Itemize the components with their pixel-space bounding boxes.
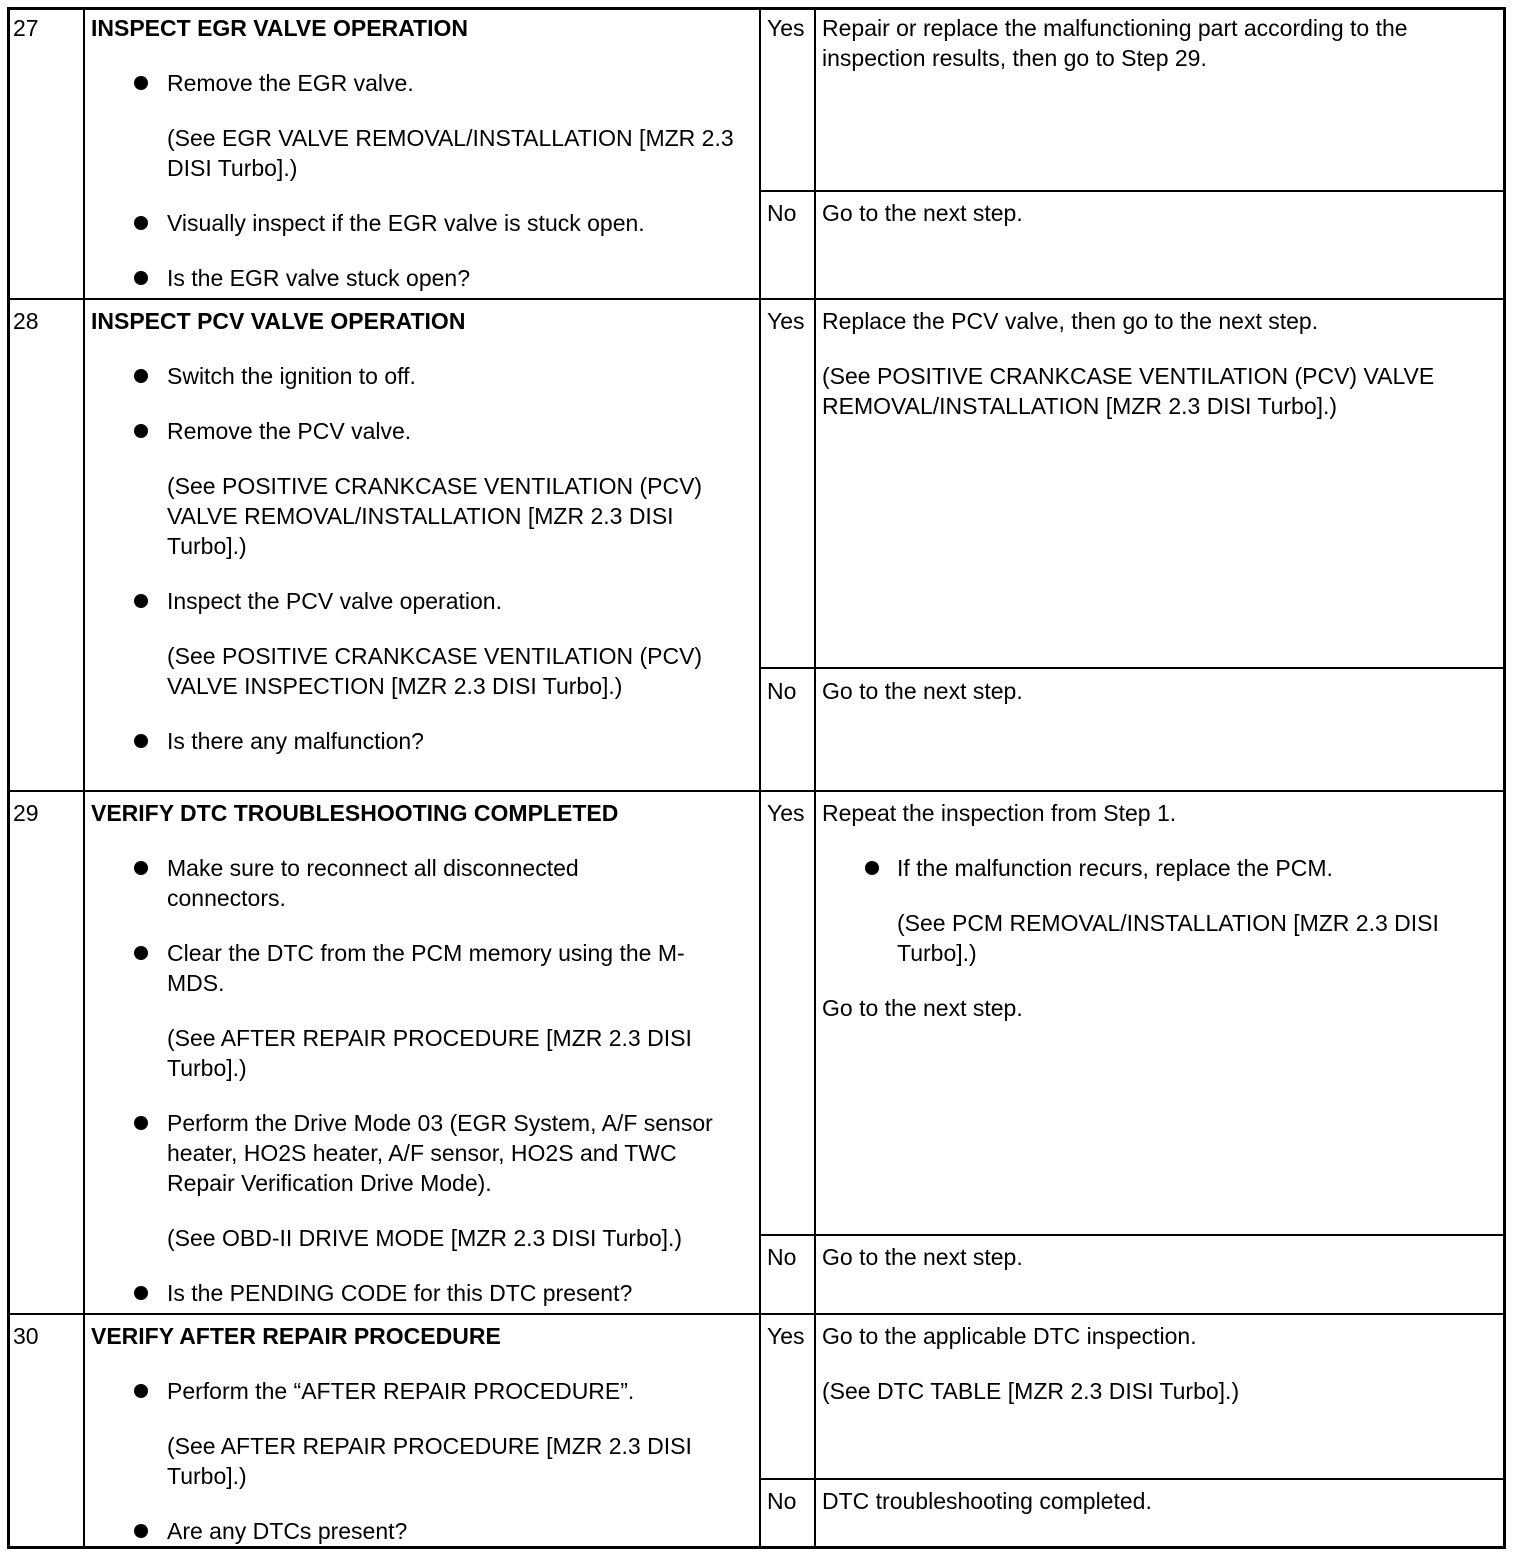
bullet-icon — [134, 216, 148, 230]
column-divider — [83, 10, 85, 1546]
bullet-icon — [134, 271, 148, 285]
yes-action-block — [822, 798, 1502, 1023]
yes-no-divider — [759, 667, 1503, 669]
row-divider — [10, 1313, 1503, 1315]
list-item: Clear the DTC from the PCM memory using the M-MDS. (See AFTER REPAIR PROCEDURE [MZR 2.3 DISI Turbo].) — [91, 938, 727, 1083]
bullet-icon — [865, 861, 879, 875]
bullet-icon — [134, 946, 148, 960]
no-label: No — [767, 1244, 797, 1270]
step-title: VERIFY AFTER REPAIR PROCEDURE — [91, 1323, 501, 1349]
bullet-icon — [134, 1116, 148, 1130]
step-30-body — [91, 1321, 751, 1546]
yes-followup: Go to the next step. — [822, 995, 1023, 1021]
yes-label: Yes — [767, 1323, 805, 1349]
yes-label: Yes — [767, 800, 805, 826]
column-divider — [759, 10, 761, 1546]
list-item: Is the PENDING CODE for this DTC present? — [91, 1278, 751, 1308]
bullet-icon — [134, 1524, 148, 1538]
reference-note: (See OBD-II DRIVE MODE [MZR 2.3 DISI Turbo].) — [167, 1225, 683, 1251]
no-action: DTC troubleshooting completed. — [822, 1488, 1152, 1514]
yes-action-block — [822, 1321, 1502, 1406]
no-label: No — [767, 678, 797, 704]
step-number: 29 — [13, 800, 39, 826]
yes-no-divider — [759, 190, 1503, 192]
list-item: Visually inspect if the EGR valve is stuck open. — [91, 208, 751, 238]
bullet-icon — [134, 594, 148, 608]
bullet-icon — [134, 1286, 148, 1300]
step-27-body — [91, 13, 751, 293]
yes-no-divider — [759, 1234, 1503, 1236]
list-item: Are any DTCs present? — [91, 1516, 751, 1546]
reference-note: (See POSITIVE CRANKCASE VENTILATION (PCV) VALVE INSPECTION [MZR 2.3 DISI Turbo].) — [167, 643, 703, 699]
yes-action: Go to the applicable DTC inspection. — [822, 1323, 1197, 1349]
list-item: Is there any malfunction? — [91, 726, 751, 756]
reference-note: (See AFTER REPAIR PROCEDURE [MZR 2.3 DISI Turbo].) — [167, 1025, 692, 1081]
reference-note: (See POSITIVE CRANKCASE VENTILATION (PCV) VALVE REMOVAL/INSTALLATION [MZR 2.3 DISI Turbo].) — [822, 363, 1435, 419]
bullet-icon — [134, 861, 148, 875]
step-number: 27 — [13, 15, 39, 41]
step-title: VERIFY DTC TROUBLESHOOTING COMPLETED — [91, 800, 619, 826]
reference-note: (See PCM REMOVAL/INSTALLATION [MZR 2.3 DISI Turbo].) — [897, 910, 1439, 966]
row-divider — [10, 298, 1503, 300]
step-28-body — [91, 306, 751, 756]
step-number: 30 — [13, 1323, 39, 1349]
bullet-icon — [134, 369, 148, 383]
reference-note: (See POSITIVE CRANKCASE VENTILATION (PCV) VALVE REMOVAL/INSTALLATION [MZR 2.3 DISI Turbo].) — [167, 473, 703, 559]
yes-label: Yes — [767, 308, 805, 334]
yes-action: Repeat the inspection from Step 1. — [822, 800, 1177, 826]
row-divider — [10, 790, 1503, 792]
list-item: Remove the EGR valve. (See EGR VALVE REMOVAL/INSTALLATION [MZR 2.3 DISI Turbo].) — [91, 68, 751, 183]
no-action: Go to the next step. — [822, 678, 1023, 704]
reference-note: (See AFTER REPAIR PROCEDURE [MZR 2.3 DISI Turbo].) — [167, 1433, 692, 1489]
yes-action: Replace the PCV valve, then go to the next step. — [822, 308, 1319, 334]
step-title: INSPECT PCV VALVE OPERATION — [91, 308, 466, 334]
list-item: Perform the Drive Mode 03 (EGR System, A/F sensor heater, HO2S heater, A/F sensor, HO2S and TWC Repair Verification Drive Mode). (See OBD-II DRIVE MODE [MZR 2.3 DISI Turbo].) — [91, 1108, 727, 1253]
yes-action: Repair or replace the malfunctioning part according to the inspection results, then go to Step 29. — [822, 15, 1408, 71]
list-item: Inspect the PCV valve operation. (See POSITIVE CRANKCASE VENTILATION (PCV) VALVE INSPECTION [MZR 2.3 DISI Turbo].) — [91, 586, 751, 701]
troubleshooting-table — [7, 7, 1506, 1549]
list-item: Switch the ignition to off. — [91, 361, 751, 391]
list-item: Perform the “AFTER REPAIR PROCEDURE”. (See AFTER REPAIR PROCEDURE [MZR 2.3 DISI Turbo].) — [91, 1376, 751, 1491]
bullet-icon — [134, 424, 148, 438]
reference-note: (See EGR VALVE REMOVAL/INSTALLATION [MZR 2.3 DISI Turbo].) — [167, 125, 734, 181]
yes-no-divider — [759, 1478, 1503, 1480]
step-29-body — [91, 798, 751, 1308]
step-number: 28 — [13, 308, 39, 334]
yes-label: Yes — [767, 15, 805, 41]
no-label: No — [767, 1488, 797, 1514]
bullet-icon — [134, 734, 148, 748]
no-action: Go to the next step. — [822, 200, 1023, 226]
yes-action-block — [822, 306, 1502, 421]
column-divider — [814, 10, 816, 1546]
no-action: Go to the next step. — [822, 1244, 1023, 1270]
step-title: INSPECT EGR VALVE OPERATION — [91, 15, 468, 41]
list-item: Make sure to reconnect all disconnected connectors. — [91, 853, 627, 913]
bullet-icon — [134, 76, 148, 90]
reference-note: (See DTC TABLE [MZR 2.3 DISI Turbo].) — [822, 1378, 1240, 1404]
bullet-icon — [134, 1384, 148, 1398]
no-label: No — [767, 200, 797, 226]
list-item: Remove the PCV valve. (See POSITIVE CRANKCASE VENTILATION (PCV) VALVE REMOVAL/INSTALLATION [MZR 2.3 DISI Turbo].) — [91, 416, 751, 561]
list-item: Is the EGR valve stuck open? — [91, 263, 751, 293]
list-item: If the malfunction recurs, replace the PCM. (See PCM REMOVAL/INSTALLATION [MZR 2.3 DISI Turbo].) — [822, 853, 1457, 968]
